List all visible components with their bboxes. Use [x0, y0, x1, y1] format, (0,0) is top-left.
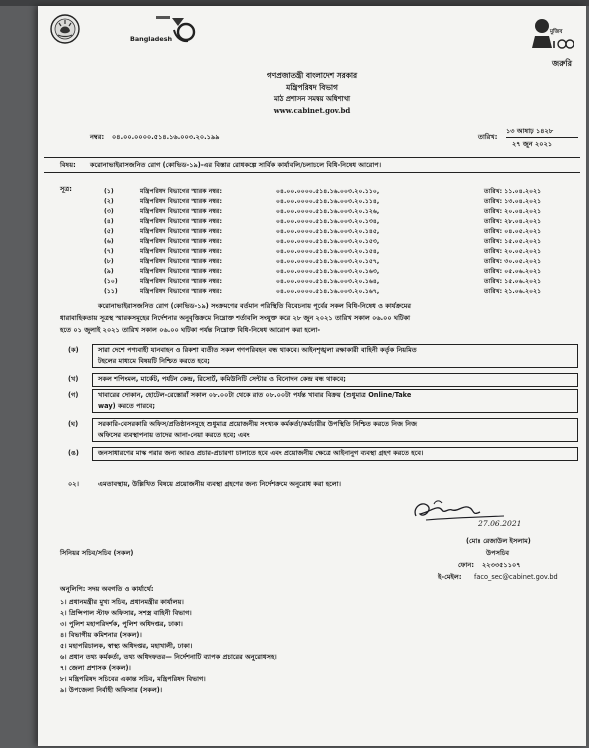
reference-date: তারিখ: ০৪.০৫.২০২১: [484, 228, 542, 235]
reference-number: (৫): [104, 228, 114, 235]
date-divider: [506, 137, 578, 138]
reference-number: (২): [104, 198, 114, 205]
rule-number: (ঘ): [68, 420, 79, 428]
handwritten-signature: [408, 494, 518, 534]
reference-memo-number: ০৪.০০.০০০০.৫১৪.১৬.০০৩.২০.১৩৪,: [276, 218, 380, 225]
reference-date: তারিখ: ২৮.০৪.২০২১: [484, 218, 542, 225]
reference-memo-number: ০৪.০০.০০০০.৫১৪.১৬.০০৩.২০.১৫৪,: [276, 248, 380, 255]
distribution-item: ৯। উপজেলা নির্বাহী অফিসার (সকল)।: [60, 686, 163, 694]
bangladesh-logo-text: Bangladesh: [130, 35, 173, 43]
phone-label: ফোন:: [458, 561, 474, 569]
distribution-title: অনুলিপি: সদয় অবগতি ও কার্যার্থে:: [60, 585, 154, 593]
reference-number: (৮): [104, 258, 114, 265]
rule-text-line-2: way) করতে পারবে;: [98, 402, 156, 410]
distribution-item: ১। প্রধানমন্ত্রীর মুখ্য সচিব, প্রধানমন্ত্রীর কার্যালয়।: [60, 598, 184, 606]
subject-bottom-rule: [44, 172, 580, 173]
rule-text-line-1: খাবারের দোকান, হোটেল-রেস্তোরাঁ সকাল ০৮.০০টা থেকে রাত ০৮.০০টা পর্যন্ত খাবার বিক্রয় (শুধুমাত্র Online/Take: [98, 391, 412, 399]
reference-memo-number: ০৪.০০.০০০০.৫১৪.১৬.০০৩.২০.১৬৭,: [276, 288, 380, 295]
distribution-item: ৭। জেলা প্রশাসক (সকল)।: [60, 664, 131, 672]
reference-memo-number: ০৪.০০.০০০০.৫১৪.১৬.০০৩.২০.১৫৩,: [276, 238, 380, 245]
memo-number: ০৪.০০.০০০০.৫১৪.১৬.০০৩.২০.১৯৯: [112, 133, 220, 141]
distribution-item: ৩। পুলিশ মহাপরিদর্শক, পুলিশ অধিদপ্তর, ঢাকা।: [60, 620, 183, 628]
distribution-item: ৫। মহাপরিচালক, স্বাস্থ্য অধিদপ্তর, মহাখালী, ঢাকা।: [60, 642, 193, 650]
reference-date: তারিখ: ১৫.০৫.২০২১: [484, 238, 542, 245]
reference-date: তারিখ: ২০.০৪.২০২১: [484, 208, 542, 215]
subject-text: করোনাভাইরাসজনিত রোগ (কোভিড-১৯)-এর বিস্তার রোধকল্পে সার্বিক কার্যাবলি/চলাচলে বিধি-নিষেধ আরোপ।: [90, 161, 382, 169]
reference-text: মন্ত্রিপরিষদ বিভাগের স্মারক নম্বর:: [140, 228, 222, 235]
email-label: ই-মেইল:: [438, 573, 462, 581]
recipient: সিনিয়র সচিব/সচিব (সকল): [60, 549, 134, 557]
memo-number-label: নম্বর:: [90, 133, 105, 141]
signatory-name: (মোঃ রেজাউল ইসলাম): [466, 537, 531, 545]
rule-number: (গ): [68, 391, 79, 399]
reference-text: মন্ত্রিপরিষদ বিভাগের স্মারক নম্বর:: [140, 198, 222, 205]
distribution-item: ৪। বিভাগীয় কমিশনার (সকল)।: [60, 631, 142, 639]
reference-memo-number: ০৪.০০.০০০০.৫১৪.১৬.০০৩.২০.১২৬,: [276, 208, 380, 215]
reference-row: [44, 206, 578, 216]
rule-number: (ক): [68, 346, 79, 354]
intro-line-2: ধারাবাহিকতায় সূত্রস্থ স্মারকসমূহের নির্দেশনার অনুবৃত্তিক্রমে নিম্নোক্ত শর্তাবলি সংযুক্ত করে ২৮ জুন ২০২১ তারিখ সকাল ০৬.০০ ঘটিকা: [60, 314, 411, 322]
signature-date: 27.06.2021: [478, 519, 522, 528]
reference-row: [44, 186, 578, 196]
header-government: গণপ্রজাতন্ত্রী বাংলাদেশ সরকার: [266, 71, 358, 80]
reference-row: [44, 196, 578, 206]
reference-date: তারিখ: ২১.০৬.২০২১: [484, 288, 542, 295]
reference-memo-number: ০৪.০০.০০০০.৫১৪.১৬.০০৩.২০.১১৪,: [276, 198, 380, 205]
reference-row: [44, 256, 578, 266]
reference-memo-number: ০৪.০০.০০০০.৫১৪.১৬.০০৩.২০.১৬৩,: [276, 268, 380, 275]
bangladesh-50-logo: [128, 14, 198, 46]
reference-memo-number: ০৪.০০.০০০০.৫১৪.১৬.০০৩.২০.১৬৪,: [276, 278, 380, 285]
reference-text: মন্ত্রিপরিষদ বিভাগের স্মারক নম্বর:: [140, 248, 222, 255]
reference-date: তারিখ: ১১.০৪.২০২১: [484, 188, 542, 195]
closing-text: এমতাবস্থায়, উল্লিখিত বিষয়ে প্রয়োজনীয় ব্যবস্থা গ্রহণের জন্য নির্দেশক্রমে অনুরোধ করা হলো।: [98, 480, 341, 488]
reference-text: মন্ত্রিপরিষদ বিভাগের স্মারক নম্বর:: [140, 278, 222, 285]
reference-text: মন্ত্রিপরিষদ বিভাগের স্মারক নম্বর:: [140, 188, 222, 195]
rule-text-line-1: সরকারি-বেসরকারি অফিস/প্রতিষ্ঠানসমূহে শুধুমাত্র প্রয়োজনীয় সংখ্যক কর্মকর্তা/কর্মচারীর উপস্থিতি নিশ্চিত করতে নিজ নিজ: [98, 420, 418, 428]
reference-number: (১১): [104, 288, 118, 295]
reference-text: মন্ত্রিপরিষদ বিভাগের স্মারক নম্বর:: [140, 268, 222, 275]
email-address: faco_sec@cabinet.gov.bd: [474, 573, 558, 581]
reference-number: (৯): [104, 268, 114, 275]
reference-date: তারিখ: ১৫.০৬.২০২১: [484, 278, 542, 285]
rule-text-line-2: অফিসের ব্যবস্থাপনায় তাদের আনা-নেয়া করতে হবে; এবং: [98, 431, 250, 439]
reference-row: [44, 266, 578, 276]
reference-date: তারিখ: ১৩.০৪.২০২১: [484, 198, 542, 205]
mujib-logo-text: মুজিব: [550, 29, 563, 35]
phone-number: ২২৩৩৫১১০৭: [482, 561, 521, 569]
reference-date: তারিখ: ০৫.০৬.২০২১: [484, 268, 542, 275]
reference-row: [44, 276, 578, 286]
reference-number: (৪): [104, 218, 114, 225]
distribution-item: ৬। প্রধান তথ্য কর্মকর্তা, তথ্য অধিদফতর— নির্দেশনাটি ব্যাপক প্রচারের অনুরোধসহ।: [60, 653, 277, 661]
urgent-label: জরুরি: [552, 59, 572, 68]
reference-row: [44, 236, 578, 246]
document-page: [38, 6, 586, 746]
government-seal-logo: [50, 14, 80, 44]
reference-text: মন্ত্রিপরিষদ বিভাগের স্মারক নম্বর:: [140, 258, 222, 265]
reference-memo-number: ০৪.০০.০০০০.৫১৪.১৬.০০৩.২০.১১০,: [276, 188, 380, 195]
reference-text: মন্ত্রিপরিষদ বিভাগের স্মারক নম্বর:: [140, 288, 222, 295]
memo-date-label: তারিখ:: [478, 133, 498, 141]
memo-date-english: ২৭ জুন ২০২১: [512, 140, 553, 148]
rule-text-line-1: সকল শপিংমল, মার্কেট, পর্যটন কেন্দ্র, রিসোর্ট, কমিউনিটি সেন্টার ও বিনোদন কেন্দ্র বন্ধ থাকবে;: [98, 375, 346, 383]
rule-number: (খ): [68, 375, 79, 383]
references-label: সূত্র:: [60, 185, 72, 193]
reference-memo-number: ০৪.০০.০০০০.৫১৪.১৬.০০৩.২০.১৪৫,: [276, 228, 380, 235]
reference-text: মন্ত্রিপরিষদ বিভাগের স্মারক নম্বর:: [140, 218, 222, 225]
closing-number: ০২।: [68, 480, 79, 488]
distribution-item: ৮। মন্ত্রিপরিষদ সচিবের একান্ত সচিব, মন্ত্রিপরিষদ বিভাগ।: [60, 675, 206, 683]
reference-number: (১): [104, 188, 114, 195]
reference-text: মন্ত্রিপরিষদ বিভাগের স্মারক নম্বর:: [140, 238, 222, 245]
reference-number: (৬): [104, 238, 114, 245]
reference-number: (১০): [104, 278, 118, 285]
header-division: মন্ত্রিপরিষদ বিভাগ: [286, 83, 338, 92]
intro-line-1: করোনাভাইরাসজনিত রোগ (কোভিড-১৯) সংক্রমণের বর্তমান পরিস্থিতি বিবেচনায় পূর্বের সকল বিধি-নিষেধ ও কার্যক্রমের: [98, 302, 412, 310]
memo-date-bangla: ১৩ আষাঢ় ১৪২৮: [506, 127, 554, 135]
distribution-item: ২। প্রিন্সিপাল স্টাফ অফিসার, সশস্ত্র বাহিনী বিভাগ।: [60, 609, 192, 617]
rule-number: (ঙ): [68, 449, 79, 457]
rule-text-line-2: টহলের মাধ্যমে বিষয়টি নিশ্চিত করতে হবে;: [98, 357, 210, 365]
subject-top-rule: [44, 157, 580, 158]
reference-row: [44, 216, 578, 226]
rule-text-line-1: জনসাধারণের মাস্ক পরার জন্য আরও প্রচার-প্রচারণা চালাতে হবে এবং প্রয়োজনীয় ক্ষেত্রে আইনানুগ ব্যবস্থা গ্রহণ করতে হবে।: [98, 449, 424, 457]
reference-row: [44, 246, 578, 256]
reference-row: [44, 226, 578, 236]
signatory-designation: উপসচিব: [486, 549, 510, 557]
reference-number: (৭): [104, 248, 114, 255]
reference-row: [44, 286, 578, 296]
rule-text-line-1: সারা দেশে পণ্যবাহী যানবাহন ও রিকশা ব্যতীত সকল গণপরিবহন বন্ধ থাকবে। আইনশৃঙ্খলা রক্ষাকারী বাহিনী কর্তৃক নিয়মিত: [98, 346, 417, 354]
mujib-100-logo: [528, 14, 574, 54]
reference-date: তারিখ: ২০.০৫.২০২১: [484, 248, 542, 255]
reference-date: তারিখ: ৩০.০৫.২০২১: [484, 258, 542, 265]
reference-text: মন্ত্রিপরিষদ বিভাগের স্মারক নম্বর:: [140, 208, 222, 215]
reference-number: (৩): [104, 208, 114, 215]
intro-line-3: হতে ০১ জুলাই ২০২১ তারিখ সকাল ০৬.০০ ঘটিকা পর্যন্ত নিম্নোক্ত বিধি-নিষেধ আরোপ করা হলো-: [60, 326, 321, 334]
header-website: www.cabinet.gov.bd: [273, 106, 351, 115]
subject-label: বিষয়:: [60, 161, 76, 169]
header-branch: মাঠ প্রশাসন সমন্বয় অধিশাখা: [273, 95, 351, 103]
reference-memo-number: ০৪.০০.০০০০.৫১৪.১৬.০০৩.২০.১৫৭,: [276, 258, 380, 265]
